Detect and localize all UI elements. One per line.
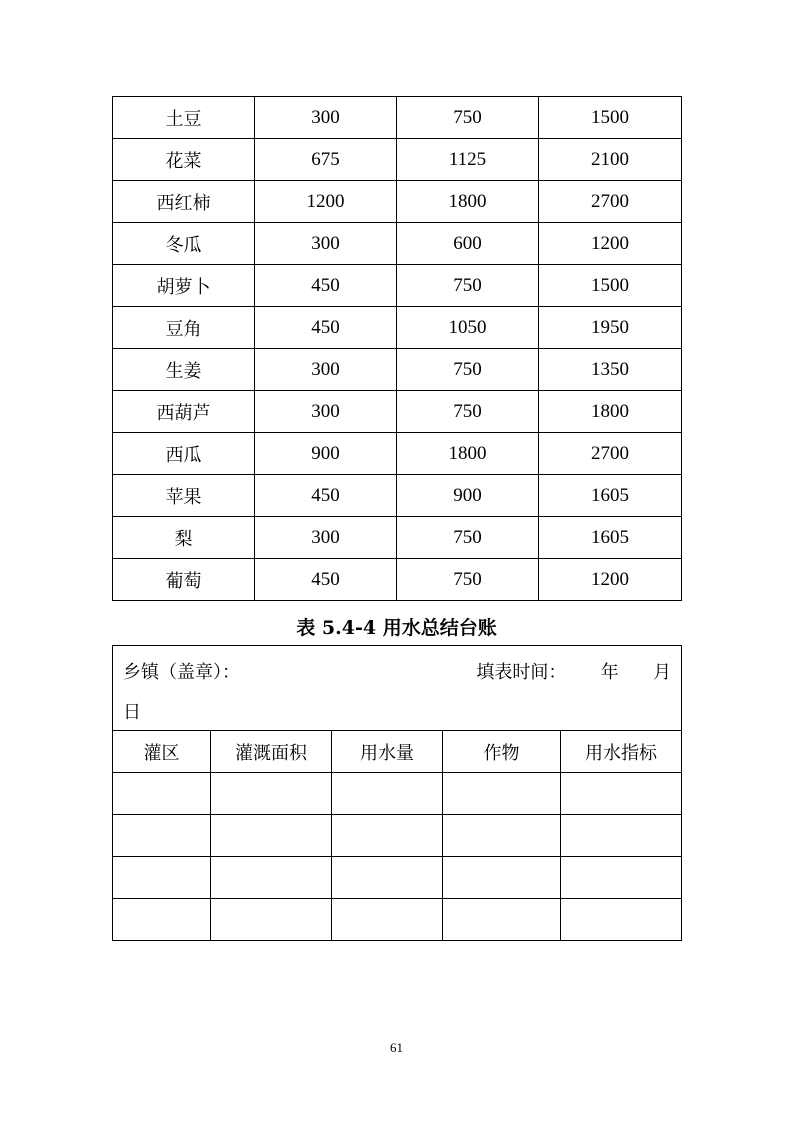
value-cell-1: 675 [255,139,397,181]
crop-name-cell: 土豆 [113,97,255,139]
fill-time-label: 填表时间： [476,662,567,683]
blank-cell[interactable] [332,773,443,815]
header-irrigation-district: 灌区 [113,731,211,773]
day-label: 日 [123,702,141,723]
value-cell-1: 900 [255,433,397,475]
blank-cell[interactable] [211,815,332,857]
blank-cell[interactable] [561,899,682,941]
blank-cell[interactable] [332,857,443,899]
table-caption: 表 5.4-4 用水总结台账 [296,617,497,639]
page-number: 61 [390,1040,403,1055]
value-cell-3: 2100 [539,139,682,181]
blank-cell[interactable] [113,857,211,899]
blank-cell[interactable] [443,857,561,899]
township-label: 乡镇（盖章）： [123,662,240,683]
value-cell-2: 1800 [397,181,539,223]
blank-cell[interactable] [561,815,682,857]
table-row [113,223,682,265]
table-row [113,97,682,139]
blank-cell[interactable] [332,815,443,857]
value-cell-1: 300 [255,223,397,265]
table-row [113,265,682,307]
blank-cell[interactable] [211,899,332,941]
value-cell-2: 1125 [397,139,539,181]
water-use-ledger-table [112,645,682,941]
blank-cell[interactable] [332,899,443,941]
value-cell-1: 450 [255,559,397,601]
fill-time-group [476,658,671,684]
crop-name-cell: 豆角 [113,307,255,349]
crop-name-cell: 冬瓜 [113,223,255,265]
value-cell-3: 2700 [539,433,682,475]
crop-name-cell: 西红柿 [113,181,255,223]
table-row [113,181,682,223]
year-label: 年 [600,662,619,683]
value-cell-2: 900 [397,475,539,517]
ledger-blank-row [113,857,682,899]
ledger-info-cell [113,646,682,731]
value-cell-3: 2700 [539,181,682,223]
crop-name-cell: 西葫芦 [113,391,255,433]
value-cell-1: 1200 [255,181,397,223]
value-cell-1: 450 [255,475,397,517]
value-cell-3: 1800 [539,391,682,433]
table-row [113,307,682,349]
value-cell-1: 300 [255,517,397,559]
header-crop: 作物 [443,731,561,773]
value-cell-1: 450 [255,307,397,349]
value-cell-2: 1800 [397,433,539,475]
crop-name-cell: 西瓜 [113,433,255,475]
crop-name-cell: 苹果 [113,475,255,517]
blank-cell[interactable] [113,773,211,815]
table-row [113,517,682,559]
table-row [113,349,682,391]
crop-water-table-body [113,97,682,601]
ledger-header-row [113,731,682,773]
header-irrigation-area: 灌溉面积 [211,731,332,773]
crop-name-cell: 梨 [113,517,255,559]
value-cell-2: 750 [397,517,539,559]
blank-cell[interactable] [113,899,211,941]
value-cell-1: 300 [255,391,397,433]
value-cell-3: 1350 [539,349,682,391]
crop-name-cell: 葡萄 [113,559,255,601]
blank-cell[interactable] [443,899,561,941]
value-cell-1: 300 [255,349,397,391]
value-cell-3: 1200 [539,559,682,601]
value-cell-3: 1500 [539,97,682,139]
crop-name-cell: 胡萝卜 [113,265,255,307]
month-label: 月 [653,662,672,683]
value-cell-2: 750 [397,391,539,433]
crop-water-table [112,96,682,601]
value-cell-2: 1050 [397,307,539,349]
value-cell-3: 1605 [539,517,682,559]
value-cell-3: 1200 [539,223,682,265]
ledger-blank-row [113,899,682,941]
table-row [113,559,682,601]
ledger-info-row [113,646,682,731]
blank-cell[interactable] [561,857,682,899]
ledger-blank-row [113,773,682,815]
header-water-usage: 用水量 [332,731,443,773]
value-cell-2: 750 [397,97,539,139]
crop-name-cell: 生姜 [113,349,255,391]
value-cell-3: 1500 [539,265,682,307]
value-cell-1: 450 [255,265,397,307]
crop-name-cell: 花菜 [113,139,255,181]
blank-cell[interactable] [561,773,682,815]
value-cell-2: 750 [397,265,539,307]
value-cell-3: 1605 [539,475,682,517]
table-row [113,475,682,517]
header-water-indicator: 用水指标 [561,731,682,773]
value-cell-1: 300 [255,97,397,139]
ledger-blank-row [113,815,682,857]
table-row [113,391,682,433]
blank-cell[interactable] [211,773,332,815]
value-cell-2: 750 [397,559,539,601]
value-cell-2: 600 [397,223,539,265]
blank-cell[interactable] [443,773,561,815]
value-cell-3: 1950 [539,307,682,349]
table-row [113,433,682,475]
blank-cell[interactable] [443,815,561,857]
blank-cell[interactable] [113,815,211,857]
value-cell-2: 750 [397,349,539,391]
blank-cell[interactable] [211,857,332,899]
table-row [113,139,682,181]
